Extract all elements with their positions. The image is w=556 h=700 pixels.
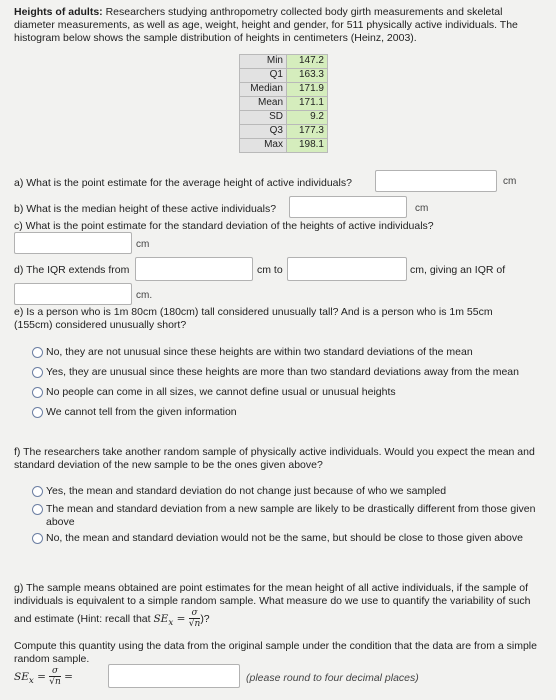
radio-button[interactable] xyxy=(32,533,43,544)
round-note: (please round to four decimal places) xyxy=(246,672,419,684)
question-d-suffix: cm, giving an IQR of xyxy=(410,264,506,276)
stats-label: Min xyxy=(240,55,287,69)
stats-value: 198.1 xyxy=(287,139,328,153)
stats-value: 177.3 xyxy=(287,125,328,139)
option-label: No, they are not unusual since these heights are within two standard deviations of the mean xyxy=(46,346,473,358)
stats-row xyxy=(240,55,328,69)
se-answer-input[interactable] xyxy=(108,664,240,688)
stats-row xyxy=(240,111,328,125)
stats-label: Q1 xyxy=(240,69,287,83)
question-d-mid: cm to xyxy=(257,264,283,276)
radio-button[interactable] xyxy=(32,407,43,418)
question-c: c) What is the point estimate for the standard deviation of the heights of active individuals? xyxy=(14,220,434,232)
answer-b-input[interactable] xyxy=(289,196,407,218)
answer-c-input[interactable] xyxy=(14,232,132,254)
iqr-upper-input[interactable] xyxy=(287,257,407,281)
stats-value: 9.2 xyxy=(287,111,328,125)
stats-row xyxy=(240,83,328,97)
intro-lead: Heights of adults: xyxy=(14,6,103,18)
answer-b-unit: cm xyxy=(415,203,429,214)
stats-value: 147.2 xyxy=(287,55,328,69)
stats-label: Q3 xyxy=(240,125,287,139)
option-e-2[interactable] xyxy=(32,366,519,379)
stats-label: SD xyxy=(240,111,287,125)
question-f: f) The researchers take another random sample of physically active individuals. Would you expect the mean and standard deviation of the new sample to be the ones given above? xyxy=(14,446,535,471)
radio-button[interactable] xyxy=(32,504,43,515)
option-label: Yes, the mean and standard deviation do not change just because of who we sampled xyxy=(46,485,447,497)
option-f-2[interactable] xyxy=(32,503,537,529)
se-formula: $SE_x$ = $\frac{\sigma}{√n}$ xyxy=(153,607,201,629)
option-label: The mean and standard deviation from a new sample are likely to be drastically different from those given above xyxy=(46,503,536,528)
answer-d-unit: cm. xyxy=(136,290,153,301)
question-a: a) What is the point estimate for the average height of active individuals? xyxy=(14,177,352,189)
stats-value: 163.3 xyxy=(287,69,328,83)
intro-text: Researchers studying anthropometry collected body girth measurements and skeletal diameter measurements, as well as age, weight, height and gender, for 511 physically active individuals. The histogram below shows the sample distribution of heights in centimeters (Heinz, 2003). xyxy=(14,6,518,44)
iqr-lower-input[interactable] xyxy=(135,257,253,281)
radio-button[interactable] xyxy=(32,347,43,358)
radio-button[interactable] xyxy=(32,486,43,497)
stats-value: 171.9 xyxy=(287,83,328,97)
question-d-prefix: d) The IQR extends from xyxy=(14,264,130,276)
question-g-after: )? xyxy=(200,612,210,625)
stats-row xyxy=(240,139,328,153)
iqr-value-input[interactable] xyxy=(14,283,132,305)
stats-label: Median xyxy=(240,83,287,97)
radio-button[interactable] xyxy=(32,367,43,378)
intro-paragraph xyxy=(14,6,544,44)
question-g-compute: Compute this quantity using the data from the original sample under the condition that the data are from a simple random sample. xyxy=(14,640,537,665)
question-g-text: g) The sample means obtained are point estimates for the mean height of all active individuals, if the sample of individuals is equivalent to a simple random sample. What measure do we use to quantify the variability of such and estimate (Hint: recall that xyxy=(14,582,531,625)
option-label: No, the mean and standard deviation would not be the same, but should be close to those given above xyxy=(46,532,523,544)
option-f-1[interactable] xyxy=(32,485,446,498)
stats-row xyxy=(240,97,328,111)
stats-row xyxy=(240,69,328,83)
stats-label: Mean xyxy=(240,97,287,111)
option-e-3[interactable] xyxy=(32,386,396,399)
answer-a-input[interactable] xyxy=(375,170,497,192)
answer-c-unit: cm xyxy=(136,239,150,250)
answer-a-unit: cm xyxy=(503,176,517,187)
question-e: e) Is a person who is 1m 80cm (180cm) tall considered unusually tall? And is a person who is 1m 55cm (155cm) considered unusually short? xyxy=(14,306,493,331)
question-b: b) What is the median height of these active individuals? xyxy=(14,203,277,215)
stats-row xyxy=(240,125,328,139)
option-label: No people can come in all sizes, we cannot define usual or unusual heights xyxy=(46,386,396,398)
question-g xyxy=(14,582,544,630)
se-answer-formula: $SE_x$ = $\frac{\sigma}{√n}$ = xyxy=(14,666,73,687)
summary-stats-table xyxy=(239,54,328,153)
option-e-1[interactable] xyxy=(32,346,473,359)
option-f-3[interactable] xyxy=(32,532,537,545)
option-e-4[interactable] xyxy=(32,406,237,419)
option-label: We cannot tell from the given information xyxy=(46,406,237,418)
radio-button[interactable] xyxy=(32,387,43,398)
stats-value: 171.1 xyxy=(287,97,328,111)
option-label: Yes, they are unusual since these heights are more than two standard deviations away from the mean xyxy=(46,366,519,378)
stats-label: Max xyxy=(240,139,287,153)
